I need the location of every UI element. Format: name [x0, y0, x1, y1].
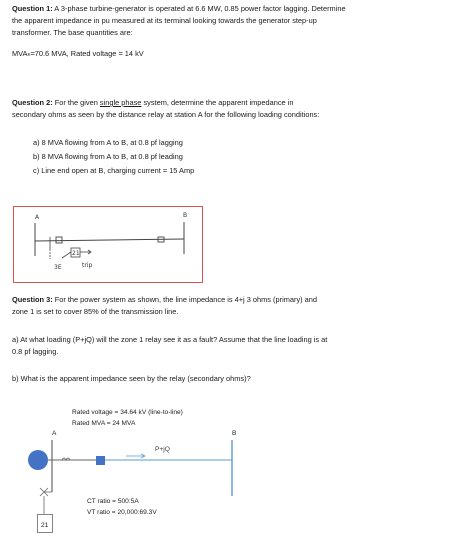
q2-item-c: c) Line end open at B, charging current = 15 Amp	[33, 166, 195, 175]
q2-pre: For the given	[52, 98, 100, 107]
sketch-ct-mark: 3E	[54, 264, 62, 271]
q1-label: Question 1:	[12, 4, 53, 13]
q3-part-a-line1: a) At what loading (P+jQ) will the zone 1 relay see it as a fault? Assume that the line loading is at	[12, 335, 328, 344]
q3-bus-b-label: B	[232, 430, 237, 437]
q3-label: Question 3:	[12, 295, 53, 304]
q3-text-line2: zone 1 is set to cover 85% of the transmission line.	[12, 307, 179, 316]
generator-icon	[28, 450, 48, 470]
q3-rated-mva: Rated MVA = 24 MVA	[72, 420, 136, 427]
q3-bus-a-label: A	[52, 430, 57, 437]
sketch-trip-label: trip	[82, 262, 93, 269]
q3-part-a-line2: 0.8 pf lagging.	[12, 347, 59, 356]
q1-base-quantities: MVAₕ=70.6 MVA, Rated voltage = 14 kV	[12, 49, 144, 58]
q2-label: Question 2:	[12, 98, 53, 107]
q2-post: system, determine the apparent impedance in	[141, 98, 294, 107]
q1-line1: A 3-phase turbine-generator is operated at 6.6 MW, 0.85 power factor lagging. Determine	[52, 4, 346, 13]
q2-underlined: single phase	[99, 98, 142, 107]
sketch-relay-label: 21	[72, 250, 80, 257]
q3-ct-ratio: CT ratio = 500:5A	[87, 498, 139, 505]
q3-vt-ratio: VT ratio = 20,000:69.3V	[87, 509, 157, 516]
q3-part-b: b) What is the apparent impedance seen by the relay (secondary ohms)?	[12, 374, 251, 383]
q3-flow-label: P+jQ	[155, 446, 170, 453]
q3-relay-label: 21	[41, 522, 49, 529]
q2-item-b: b) 8 MVA flowing from A to B, at 0.8 pf leading	[33, 152, 183, 161]
sketch-bus-a-label: A	[35, 214, 40, 221]
q2-item-a: a) 8 MVA flowing from A to B, at 0.8 pf lagging	[33, 138, 183, 147]
q1-text-line3: transformer. The base quantities are:	[12, 28, 133, 37]
q3-line1: For the power system as shown, the line impedance is 4+j 3 ohms (primary) and	[52, 295, 317, 304]
sketch-bus-b-label: B	[183, 212, 188, 219]
breaker-icon	[96, 456, 105, 465]
q1-text-line2: the apparent impedance in pu measured at its terminal looking towards the generator step-up	[12, 16, 317, 25]
q2-text-line2: secondary ohms as seen by the distance relay at station A for the following loading conditions:	[12, 110, 320, 119]
q3-rated-voltage: Rated voltage = 34.64 kV (line-to-line)	[72, 409, 183, 416]
